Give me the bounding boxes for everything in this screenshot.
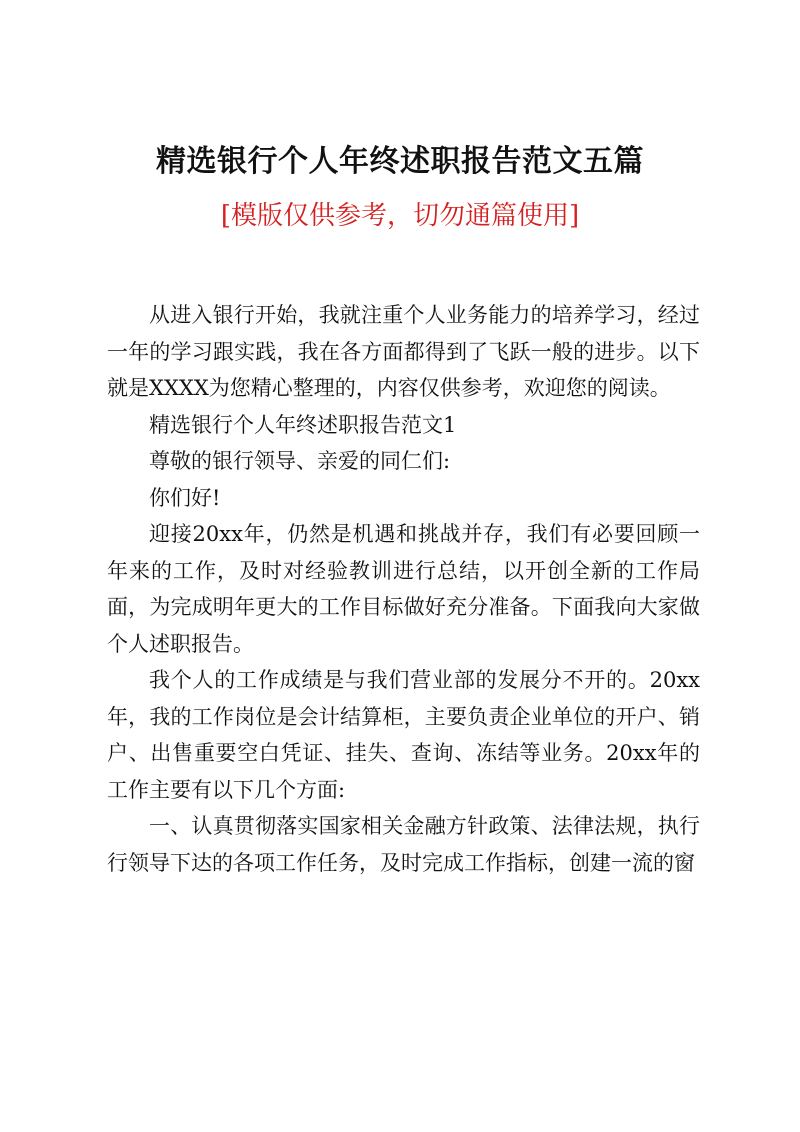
- body-paragraph: 一、认真贯彻落实国家相关金融方针政策、法律法规，执行行领导下达的各项工作任务，及时完成工作指标，创建一流的窗: [107, 814, 700, 875]
- intro-paragraph: 从进入银行开始，我就注重个人业务能力的培养学习，经过一年的学习跟实践，我在各方面都得到了飞跃一般的进步。以下就是XXXX为您精心整理的，内容仅供参考，欢迎您的阅读。: [107, 303, 700, 400]
- section-heading: 精选银行个人年终述职报告范文1: [149, 412, 457, 437]
- document-subtitle: [模版仅供参考，切勿通篇使用]: [220, 201, 580, 231]
- salutation: 尊敬的银行领导、亲爱的同仁们:: [149, 449, 451, 473]
- document-title: 精选银行个人年终述职报告范文五篇: [156, 144, 644, 179]
- greeting: 你们好!: [149, 485, 221, 510]
- body-paragraph: 迎接20xx年，仍然是机遇和挑战并存，我们有必要回顾一年来的工作，及时对经验教训进行总结，以开创全新的工作局面，为完成明年更大的工作目标做好充分准备。下面我向大家做个人述职报告。: [107, 522, 700, 656]
- body-paragraph: 我个人的工作成绩是与我们营业部的发展分不开的。20xx年，我的工作岗位是会计结算柜，主要负责企业单位的开户、销户、出售重要空白凭证、挂失、查询、冻结等业务。20xx年的工作主要有以下几个方面:: [107, 668, 700, 802]
- document-body: [107, 297, 700, 881]
